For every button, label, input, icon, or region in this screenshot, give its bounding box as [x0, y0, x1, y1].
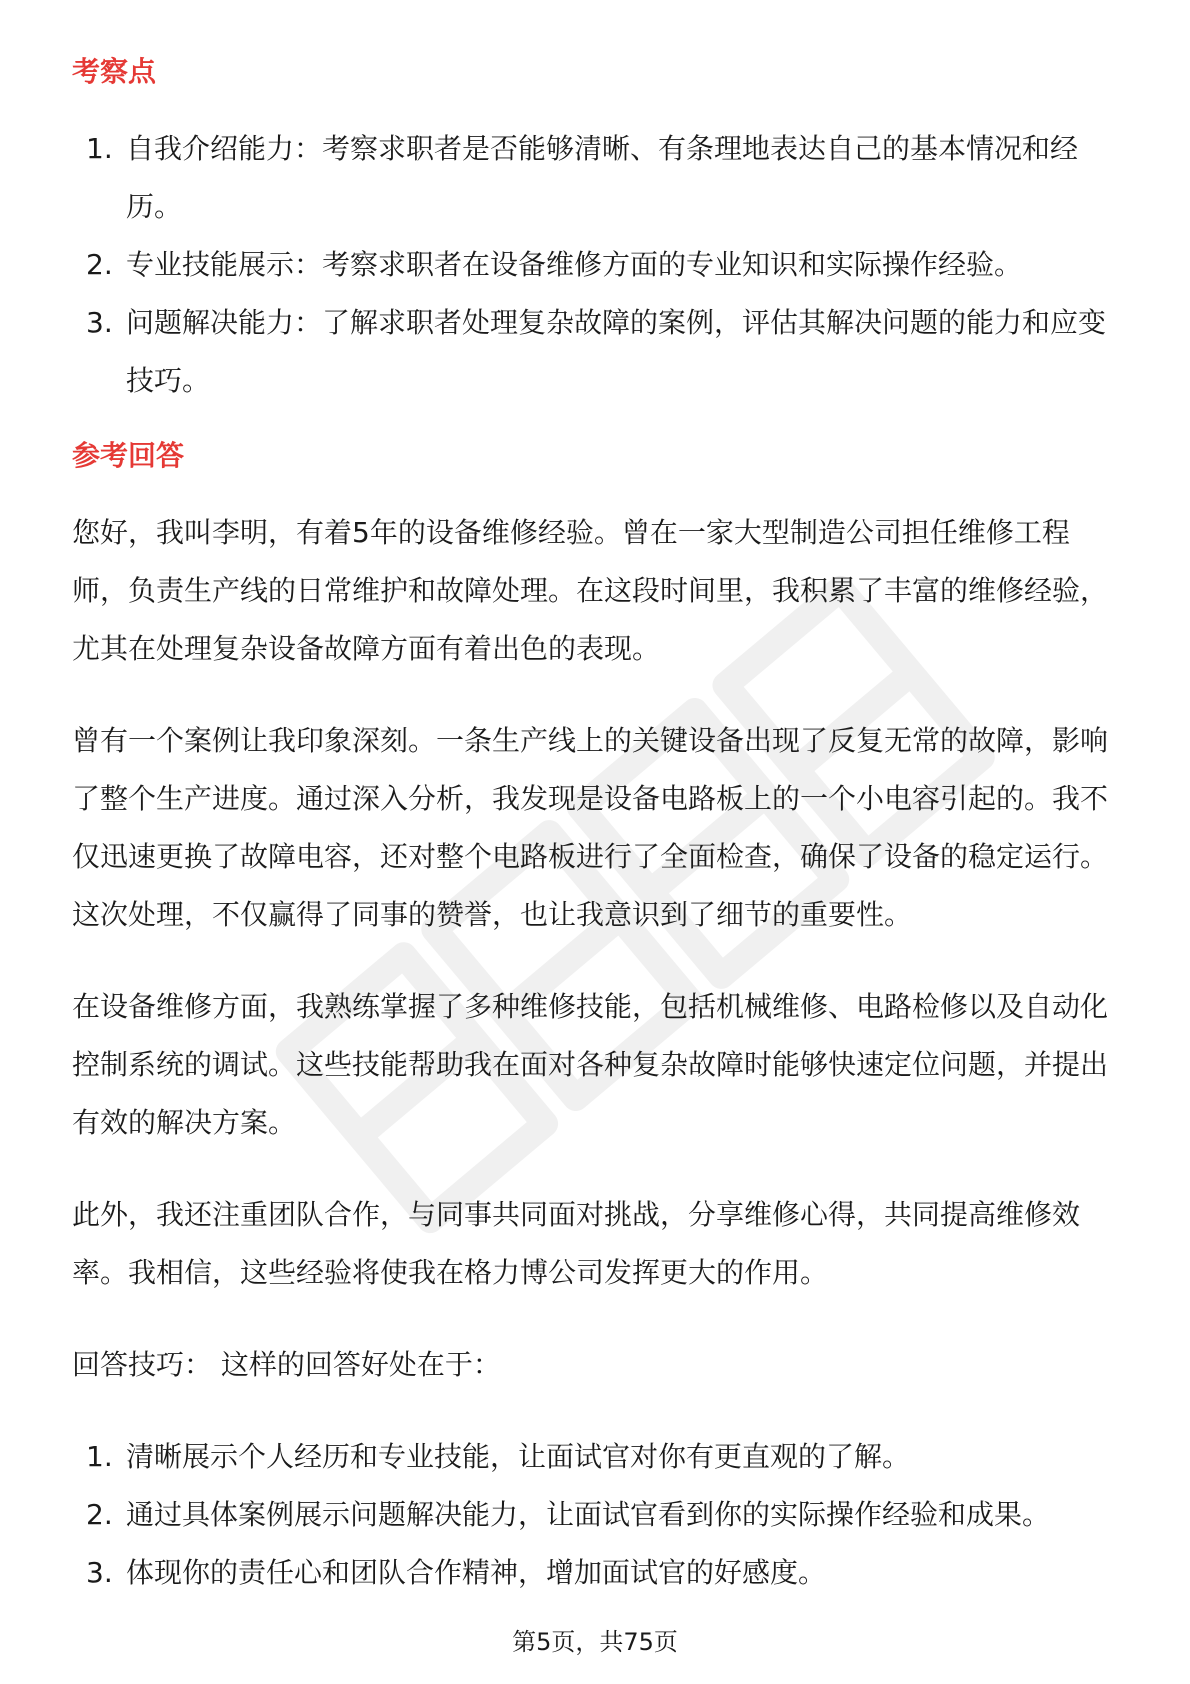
tips-list [72, 1428, 1118, 1602]
section-title-reference-answer: 参考回答 [72, 439, 185, 472]
list-item: 3. 问题解决能力：了解求职者处理复杂故障的案例，评估其解决问题的能力和应变技巧。 [86, 306, 1107, 397]
exam-points-list [72, 120, 1118, 410]
answer-paragraph: 您好，我叫李明，有着5年的设备维修经验。曾在一家大型制造公司担任维修工程师，负责生产线的日常维护和故障处理。在这段时间里，我积累了丰富的维修经验，尤其在处理复杂设备故障方面有着出色的表现。 [72, 516, 1109, 665]
list-item: 1. 自我介绍能力：考察求职者是否能够清晰、有条理地表达自己的基本情况和经历。 [86, 132, 1079, 223]
list-item: 2. 专业技能展示：考察求职者在设备维修方面的专业知识和实际操作经验。 [86, 248, 1023, 281]
list-item: 2. 通过具体案例展示问题解决能力，让面试官看到你的实际操作经验和成果。 [86, 1498, 1051, 1531]
tips-label: 回答技巧： 这样的回答好处在于： [72, 1348, 501, 1381]
answer-paragraph: 在设备维修方面，我熟练掌握了多种维修技能，包括机械维修、电路检修以及自动化控制系统的调试。这些技能帮助我在面对各种复杂故障时能够快速定位问题，并提出有效的解决方案。 [72, 990, 1109, 1139]
document-content [72, 48, 1118, 1602]
answer-paragraph: 此外，我还注重团队合作，与同事共同面对挑战，分享维修心得，共同提高维修效率。我相信，这些经验将使我在格力博公司发挥更大的作用。 [72, 1198, 1081, 1289]
list-item: 3. 体现你的责任心和团队合作精神，增加面试官的好感度。 [86, 1556, 827, 1589]
section-title-exam-points: 考察点 [72, 55, 157, 88]
list-item: 1. 清晰展示个人经历和专业技能，让面试官对你有更直观的了解。 [86, 1440, 911, 1473]
answer-paragraph: 曾有一个案例让我印象深刻。一条生产线上的关键设备出现了反复无常的故障，影响了整个生产进度。通过深入分析，我发现是设备电路板上的一个小电容引起的。我不仅迅速更换了故障电容，还对整个电路板进行了全面检查，确保了设备的稳定运行。这次处理，不仅赢得了同事的赞誉，也让我意识到了细节的重要性。 [72, 724, 1109, 931]
page-number: 第5页，共75页 [512, 1628, 678, 1656]
